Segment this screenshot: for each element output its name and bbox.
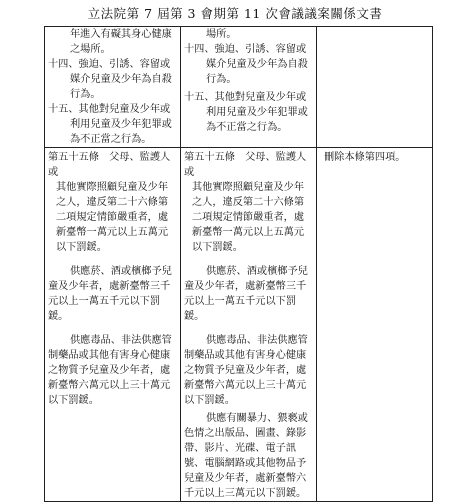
paragraph-2: 供應菸、酒或檳榔予兒童及少年者，處新臺幣三千元以上一萬五千元以下罰鍰。 <box>48 266 172 322</box>
continued-text: 年進入有礙其身心健康之場所。 <box>70 29 172 55</box>
table-cell-current <box>181 27 317 148</box>
list-item-15 <box>48 102 177 147</box>
table-cell-proposed <box>45 148 181 502</box>
article-55 <box>48 150 177 255</box>
comparison-table <box>44 26 433 502</box>
item-continuation: 媒介兒童及少年為自殺行為。 <box>206 59 308 85</box>
list-item-15 <box>184 90 313 135</box>
item-continuation: 利用兒童及少年犯罪或為不正當之行為。 <box>206 107 308 133</box>
continued-text: 場所。 <box>206 29 237 40</box>
paragraph-4: 供應有關暴力、猥褻或色情之出版品、圖畫、錄影帶、影片、光碟、電子訊號、電腦網路或其他物品予兒童及少年者，處新臺幣六千元以上三萬元以下罰鍰。 <box>184 413 308 499</box>
table-cell-note <box>317 148 433 502</box>
item-head: 十四、強迫、引誘、容留或 <box>184 44 307 55</box>
paragraph-2: 供應菸、酒或檳榔予兒童及少年者，處新臺幣三千元以上一萬五千元以下罰鍰。 <box>184 266 308 322</box>
list-item-14 <box>184 42 313 87</box>
article-heading: 第五十五條 父母、監護人或 <box>48 152 171 178</box>
table-row <box>45 27 433 148</box>
item-head: 十五、其他對兒童及少年或 <box>184 92 307 103</box>
paragraph-3: 供應毒品、非法供應管制藥品或其他有害身心健康之物質予兒童及少年者，處新臺幣六萬元以上三十萬元以下罰鍰。 <box>48 335 172 406</box>
list-item-14 <box>48 57 177 102</box>
table-cell-current <box>181 148 317 502</box>
article-55 <box>184 150 313 255</box>
item-continuation: 媒介兒童及少年為自殺行為。 <box>70 74 172 100</box>
note-text: 刪除本條第四項。 <box>324 152 406 163</box>
table-row <box>45 148 433 502</box>
article-text: 其他實際照顧兒童及少年之人，違反第二十六條第二項規定情節嚴重者，處新臺幣一萬元以上五萬元以下罰鍰。 <box>56 182 169 253</box>
article-text: 其他實際照顧兒童及少年之人，違反第二十六條第二項規定情節嚴重者，處新臺幣一萬元以上五萬元以下罰鍰。 <box>192 182 305 253</box>
article-heading: 第五十五條 父母、監護人或 <box>184 152 307 178</box>
table-cell-note <box>317 27 433 148</box>
table-cell-proposed <box>45 27 181 148</box>
item-head: 十四、強迫、引誘、容留或 <box>48 59 171 70</box>
item-head: 十五、其他對兒童及少年或 <box>48 104 171 115</box>
paragraph-3: 供應毒品、非法供應管制藥品或其他有害身心健康之物質予兒童及少年者，處新臺幣六萬元以上三十萬元以下罰鍰。 <box>184 335 308 406</box>
item-continuation: 利用兒童及少年犯罪或為不正當之行為。 <box>70 119 172 145</box>
document-header: 立法院第 7 屆第 3 會期第 11 次會議議案關係文書 <box>87 6 383 21</box>
